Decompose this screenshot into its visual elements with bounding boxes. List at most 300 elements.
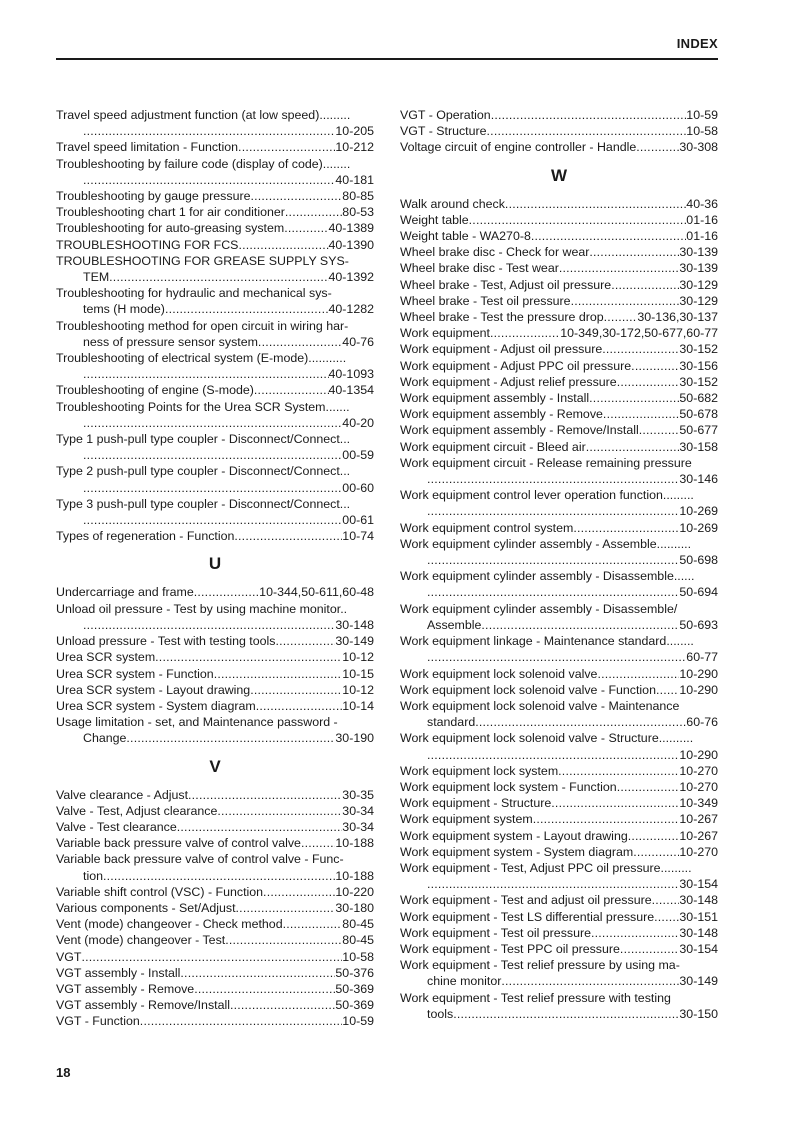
dot-leader: [250, 682, 342, 698]
index-entry-page: 30-129: [679, 293, 718, 308]
dot-leader: [427, 649, 686, 665]
index-entry-page: 50-376: [335, 965, 374, 980]
index-entry: [400, 730, 718, 762]
dot-leader: [551, 795, 679, 811]
index-entry-row: [56, 617, 374, 633]
index-entry-page: 10-205: [335, 124, 374, 139]
index-entry-label: Undercarriage and frame: [56, 585, 194, 600]
index-entry-row: [56, 269, 374, 285]
dot-leader: [490, 325, 560, 341]
index-entry: [56, 900, 374, 916]
index-entry-row: [56, 949, 374, 965]
index-entry: [56, 318, 374, 350]
index-entry-row: [400, 844, 718, 860]
index-entry: [400, 811, 718, 827]
index-entry-row: [400, 747, 718, 763]
index-entry-label: Wheel brake disc - Test wear: [400, 261, 559, 276]
index-entry-row: [400, 358, 718, 374]
index-entry: [400, 568, 718, 600]
index-group-u: [56, 584, 374, 746]
dot-leader: [238, 139, 335, 155]
index-entry-page: 10-58: [686, 124, 718, 139]
index-entry-row: [56, 900, 374, 916]
index-entry-title: Work equipment cylinder assembly - Disassemble......: [400, 569, 695, 584]
index-entry-row: [56, 237, 374, 253]
index-entry-row: [400, 649, 718, 665]
index-entry: [56, 601, 374, 633]
index-entry-page: 30-154: [679, 877, 718, 892]
index-entry-label: Voltage circuit of engine controller - Handle: [400, 140, 637, 155]
index-entry-page: 10-74: [342, 529, 374, 544]
dot-leader: [81, 949, 342, 965]
index-entry: [56, 237, 374, 253]
index-entry-row: [56, 803, 374, 819]
index-entry: [56, 714, 374, 746]
index-entry-title: Work equipment - Test relief pressure with testing: [400, 990, 671, 1005]
index-entry-label: Work equipment - Test PPC oil pressure: [400, 941, 620, 956]
dot-leader: [652, 892, 680, 908]
index-entry-page: 40-1282: [328, 302, 374, 317]
index-entry-page: 40-36: [686, 196, 718, 211]
index-entry-page: 30-158: [679, 439, 718, 454]
index-entry-row: [400, 876, 718, 892]
index-entry-page: 10-270: [679, 779, 718, 794]
index-entry: [400, 828, 718, 844]
index-entry-page: 30-151: [679, 909, 718, 924]
index-entry-row: [56, 447, 374, 463]
dot-leader: [238, 237, 328, 253]
index-entry-row: [400, 471, 718, 487]
index-entry-label: chine monitor: [427, 974, 502, 989]
page-number: 18: [56, 1065, 71, 1080]
index-entry-label: Assemble: [427, 617, 482, 632]
index-entry-row: [400, 244, 718, 260]
dot-leader: [636, 139, 679, 155]
index-entry-row: [56, 787, 374, 803]
index-entry-page: 30-152: [679, 374, 718, 389]
index-entry: [56, 382, 374, 398]
index-entry-page: 30-154: [679, 941, 718, 956]
index-entry-row: [56, 633, 374, 649]
index-entry-row: [56, 1013, 374, 1029]
index-entry-row: [400, 795, 718, 811]
index-entry-row: [400, 293, 718, 309]
dot-leader: [427, 552, 679, 568]
dot-leader: [109, 269, 328, 285]
index-entry-page: 00-59: [342, 448, 374, 463]
index-entry-label: Wheel brake - Test, Adjust oil pressure: [400, 277, 612, 292]
index-entry: [56, 528, 374, 544]
index-entry: [400, 123, 718, 139]
index-entry-page: 10-14: [342, 698, 374, 713]
dot-leader: [180, 965, 335, 981]
index-entry-label: Weight table: [400, 212, 469, 227]
index-entry-label: Troubleshooting for auto-greasing system: [56, 221, 285, 236]
index-entry: [56, 188, 374, 204]
index-entry: [400, 941, 718, 957]
dot-leader: [234, 528, 342, 544]
index-entry-page: 50-682: [679, 391, 718, 406]
index-entry-page: 30-34: [342, 819, 374, 834]
index-entry: [400, 439, 718, 455]
index-entry: [400, 892, 718, 908]
dot-leader: [126, 730, 335, 746]
dot-leader: [453, 1006, 679, 1022]
index-entry-title: Work equipment linkage - Maintenance standard........: [400, 634, 694, 649]
index-entry: [400, 925, 718, 941]
dot-leader: [654, 909, 679, 925]
index-entry-row: [400, 374, 718, 390]
index-entry: [400, 536, 718, 568]
index-entry-row: [56, 480, 374, 496]
index-entry: [400, 633, 718, 665]
dot-leader: [656, 682, 679, 698]
index-entry-page: 50-369: [335, 981, 374, 996]
index-entry-row: [400, 520, 718, 536]
dot-leader: [571, 293, 680, 309]
index-entry: [400, 293, 718, 309]
index-entry-label: Work equipment assembly - Remove/Install: [400, 423, 639, 438]
index-entry-page: 10-12: [342, 650, 374, 665]
index-entry-page: 10-220: [335, 884, 374, 899]
index-entry-page: 40-20: [342, 415, 374, 430]
index-entry-row: [56, 123, 374, 139]
index-entry: [56, 220, 374, 236]
index-entry-label: tion: [83, 868, 103, 883]
dot-leader: [427, 747, 679, 763]
dot-leader: [83, 617, 335, 633]
index-entry-row: [400, 406, 718, 422]
index-entry-label: Work equipment assembly - Install: [400, 391, 590, 406]
dot-leader: [505, 196, 686, 212]
index-entry: [56, 649, 374, 665]
index-entry-row: [56, 698, 374, 714]
index-entry-label: standard: [427, 715, 476, 730]
index-entry-page: 50-678: [679, 407, 718, 422]
dot-leader: [263, 884, 335, 900]
index-entry-row: [56, 584, 374, 600]
index-entry-row: [400, 341, 718, 357]
dot-leader: [617, 374, 680, 390]
index-entry-row: [400, 107, 718, 123]
index-entry-label: Variable back pressure valve of control valve: [56, 836, 301, 851]
index-entry-label: tems (H mode): [83, 302, 165, 317]
dot-leader: [155, 649, 342, 665]
dot-leader: [573, 520, 679, 536]
index-entry-page: 60-77: [686, 650, 718, 665]
dot-leader: [531, 228, 686, 244]
index-entry-label: Valve - Test clearance: [56, 819, 177, 834]
index-entry-row: [400, 779, 718, 795]
dot-leader: [225, 932, 342, 948]
index-entry-label: TEM: [83, 270, 110, 285]
index-entry-row: [400, 123, 718, 139]
index-entry-row: [400, 584, 718, 600]
index-entry-page: 30-156: [679, 358, 718, 373]
page-title: INDEX: [676, 36, 718, 51]
section-letter-v: V: [209, 756, 221, 776]
index-entry-label: Urea SCR system - System diagram: [56, 698, 256, 713]
index-entry-page: 30-146: [679, 472, 718, 487]
index-entry-label: Work equipment lock system - Function: [400, 779, 617, 794]
index-entry-page: 80-45: [342, 933, 374, 948]
index-entry-row: [56, 965, 374, 981]
index-entry-label: Weight table - WA270-8: [400, 229, 531, 244]
index-entry-page: 50-698: [679, 553, 718, 568]
index-entry-page: 30-139: [679, 245, 718, 260]
index-entry-label: Valve clearance - Adjust: [56, 787, 189, 802]
index-entry-label: VGT assembly - Remove/Install: [56, 998, 230, 1013]
index-column-right: [400, 107, 718, 1022]
dot-leader: [589, 244, 679, 260]
dot-leader: [501, 973, 679, 989]
dot-leader: [194, 584, 259, 600]
index-entry: [400, 196, 718, 212]
index-entry: [56, 698, 374, 714]
index-entry-page: 10-270: [679, 844, 718, 859]
index-entry: [400, 666, 718, 682]
index-entry: [56, 399, 374, 431]
index-entry-label: Travel speed limitation - Function: [56, 140, 239, 155]
index-entry: [400, 277, 718, 293]
index-entry-row: [400, 617, 718, 633]
index-entry-page: 30-180: [335, 900, 374, 915]
index-entry-row: [56, 204, 374, 220]
index-entry-page: 30-148: [679, 925, 718, 940]
index-entry-page: 01-16: [686, 212, 718, 227]
index-entry: [400, 212, 718, 228]
index-entry: [400, 520, 718, 536]
dot-leader: [188, 787, 342, 803]
index-entry: [56, 463, 374, 495]
dot-leader: [217, 803, 342, 819]
index-entry: [400, 228, 718, 244]
index-entry-page: 40-76: [342, 334, 374, 349]
dot-leader: [427, 471, 679, 487]
index-entry-page: 40-1390: [328, 237, 374, 252]
dot-leader: [275, 633, 335, 649]
index-entry-row: [56, 981, 374, 997]
index-entry-row: [400, 139, 718, 155]
index-entry-page: 10-344,50-611,60-48: [259, 585, 374, 600]
dot-leader: [256, 698, 343, 714]
index-entry-label: VGT - Operation: [400, 108, 491, 122]
index-entry-page: 40-181: [335, 172, 374, 187]
dot-leader: [427, 503, 679, 519]
dot-leader: [611, 277, 679, 293]
index-entry-page: 10-349: [679, 796, 718, 811]
section-letter-u: U: [208, 554, 222, 574]
dot-leader: [83, 480, 342, 496]
index-entry-title: Work equipment - Test relief pressure by using ma-: [400, 958, 680, 973]
index-entry: [400, 139, 718, 155]
index-entry-title: Variable back pressure valve of control valve - Func-: [56, 852, 344, 867]
index-entry: [56, 1013, 374, 1029]
index-entry-row: [400, 909, 718, 925]
index-entry: [56, 431, 374, 463]
index-entry: [56, 253, 374, 285]
index-entry: [400, 957, 718, 989]
index-entry-row: [400, 973, 718, 989]
index-entry-row: [56, 139, 374, 155]
index-entry-page: 30-308: [679, 140, 718, 155]
index-entry: [400, 422, 718, 438]
dot-leader: [533, 811, 680, 827]
index-entry-row: [400, 309, 718, 325]
index-entry-page: 30-149: [335, 634, 374, 649]
dot-leader: [620, 941, 679, 957]
index-entry-row: [56, 415, 374, 431]
dot-leader: [103, 868, 335, 884]
dot-leader: [559, 260, 680, 276]
index-entry-row: [400, 666, 718, 682]
index-entry: [56, 107, 374, 139]
dot-leader: [301, 835, 335, 851]
dot-leader: [250, 188, 342, 204]
dot-leader: [214, 666, 343, 682]
index-entry-label: Work equipment - Structure: [400, 796, 552, 811]
index-group-v: [56, 787, 374, 1030]
index-group-t: [56, 107, 374, 544]
index-entry: [56, 981, 374, 997]
index-entry-page: 10-290: [679, 666, 718, 681]
index-entry-label: Urea SCR system - Function: [56, 666, 214, 681]
index-entry-label: Work equipment control system: [400, 520, 574, 535]
index-entry-row: [56, 172, 374, 188]
index-entry: [400, 309, 718, 325]
index-entry-page: 30-35: [342, 787, 374, 802]
dot-leader: [236, 900, 336, 916]
index-entry: [400, 795, 718, 811]
index-entry-row: [400, 260, 718, 276]
index-entry-row: [400, 439, 718, 455]
dot-leader: [469, 212, 687, 228]
index-entry-label: Vent (mode) changeover - Test: [56, 933, 226, 948]
index-entry-row: [400, 714, 718, 730]
index-entry: [56, 787, 374, 803]
index-entry-label: Urea SCR system: [56, 650, 156, 665]
dot-leader: [631, 358, 679, 374]
index-entry-page: 00-61: [342, 513, 374, 528]
index-entry-title: Travel speed adjustment function (at low speed).........: [56, 108, 351, 122]
index-entry-title: Work equipment circuit - Release remaining pressure: [400, 455, 692, 470]
index-entry-row: [56, 819, 374, 835]
index-entry-row: [56, 682, 374, 698]
index-entry: [56, 819, 374, 835]
index-entry-label: Work equipment system - System diagram: [400, 844, 634, 859]
index-entry-label: Walk around check: [400, 196, 505, 211]
index-entry-page: 10-270: [679, 763, 718, 778]
index-entry-row: [56, 730, 374, 746]
index-entry: [56, 204, 374, 220]
index-entry: [56, 803, 374, 819]
index-entry-title: Troubleshooting method for open circuit in wiring har-: [56, 318, 349, 333]
index-entry: [56, 584, 374, 600]
index-column-left: [56, 107, 374, 1030]
index-entry-label: Work equipment: [400, 326, 490, 341]
index-entry: [400, 844, 718, 860]
index-entry-title: Type 1 push-pull type coupler - Disconnect/Connect...: [56, 432, 351, 447]
index-entry: [400, 698, 718, 730]
index-entry-label: Change: [83, 731, 127, 746]
index-entry-row: [56, 666, 374, 682]
index-entry-page: 10-15: [342, 666, 374, 681]
dot-leader: [558, 763, 679, 779]
index-entry-title: Usage limitation - set, and Maintenance password -: [56, 715, 338, 730]
index-entry: [56, 156, 374, 188]
index-entry-label: VGT assembly - Install: [56, 965, 181, 980]
index-entry-title: Troubleshooting Points for the Urea SCR System.......: [56, 399, 350, 414]
index-group-w: [400, 196, 718, 1022]
index-entry-page: 50-369: [335, 998, 374, 1013]
index-entry-title: Work equipment lock solenoid valve - Structure..........: [400, 731, 694, 746]
index-entry-label: Urea SCR system - Layout drawing: [56, 682, 251, 697]
index-entry-label: Work equipment - Adjust PPC oil pressure: [400, 358, 632, 373]
index-entry-label: Troubleshooting by gauge pressure: [56, 189, 251, 204]
dot-leader: [83, 366, 329, 382]
index-entry-row: [56, 528, 374, 544]
dot-leader: [481, 617, 679, 633]
index-entry-title: Work equipment cylinder assembly - Disassemble/: [400, 601, 678, 616]
dot-leader: [591, 925, 679, 941]
index-entry-row: [400, 828, 718, 844]
index-entry-label: Wheel brake - Test oil pressure: [400, 293, 571, 308]
index-entry-page: 01-16: [686, 229, 718, 244]
dot-leader: [83, 415, 342, 431]
index-entry-page: 80-53: [342, 205, 374, 220]
dot-leader: [427, 584, 679, 600]
index-entry-title: Type 2 push-pull type coupler - Disconnect/Connect...: [56, 464, 351, 479]
index-entry-title: Work equipment lock solenoid valve - Maintenance: [400, 698, 680, 713]
index-entry-row: [400, 941, 718, 957]
index-entry-label: Work equipment assembly - Remove: [400, 407, 603, 422]
index-entry: [400, 107, 718, 123]
index-entry-page: 30-190: [335, 731, 374, 746]
index-entry-row: [56, 868, 374, 884]
dot-leader: [633, 844, 679, 860]
dot-leader: [284, 220, 328, 236]
index-entry-row: [400, 212, 718, 228]
index-entry-row: [56, 997, 374, 1013]
index-entry-page: 50-694: [679, 585, 718, 600]
index-entry: [56, 633, 374, 649]
index-entry-label: Work equipment system - Layout drawing: [400, 828, 628, 843]
index-entry-page: 80-45: [342, 917, 374, 932]
index-entry-row: [56, 366, 374, 382]
index-entry-page: 30-34: [342, 803, 374, 818]
index-entry-page: 10-59: [342, 1014, 374, 1029]
index-entry-title: Type 3 push-pull type coupler - Disconnect/Connect...: [56, 496, 351, 511]
index-entry: [56, 350, 374, 382]
index-entry-label: VGT assembly - Remove: [56, 981, 195, 996]
index-entry-label: Wheel brake disc - Check for wear: [400, 245, 590, 260]
index-entry-page: 10-59: [686, 108, 718, 122]
index-entry-page: 10-188: [335, 836, 374, 851]
index-entry: [56, 666, 374, 682]
index-entry-row: [400, 422, 718, 438]
index-entry-page: 00-60: [342, 480, 374, 495]
index-entry: [400, 909, 718, 925]
index-entry-title: Troubleshooting of electrical system (E-mode)...........: [56, 351, 347, 366]
dot-leader: [639, 422, 680, 438]
index-entry-page: 40-1392: [328, 270, 374, 285]
index-entry: [56, 932, 374, 948]
index-entry: [56, 851, 374, 883]
index-entry-row: [400, 503, 718, 519]
dot-leader: [83, 447, 342, 463]
index-entry: [400, 779, 718, 795]
index-entry-label: tools: [427, 1006, 454, 1021]
